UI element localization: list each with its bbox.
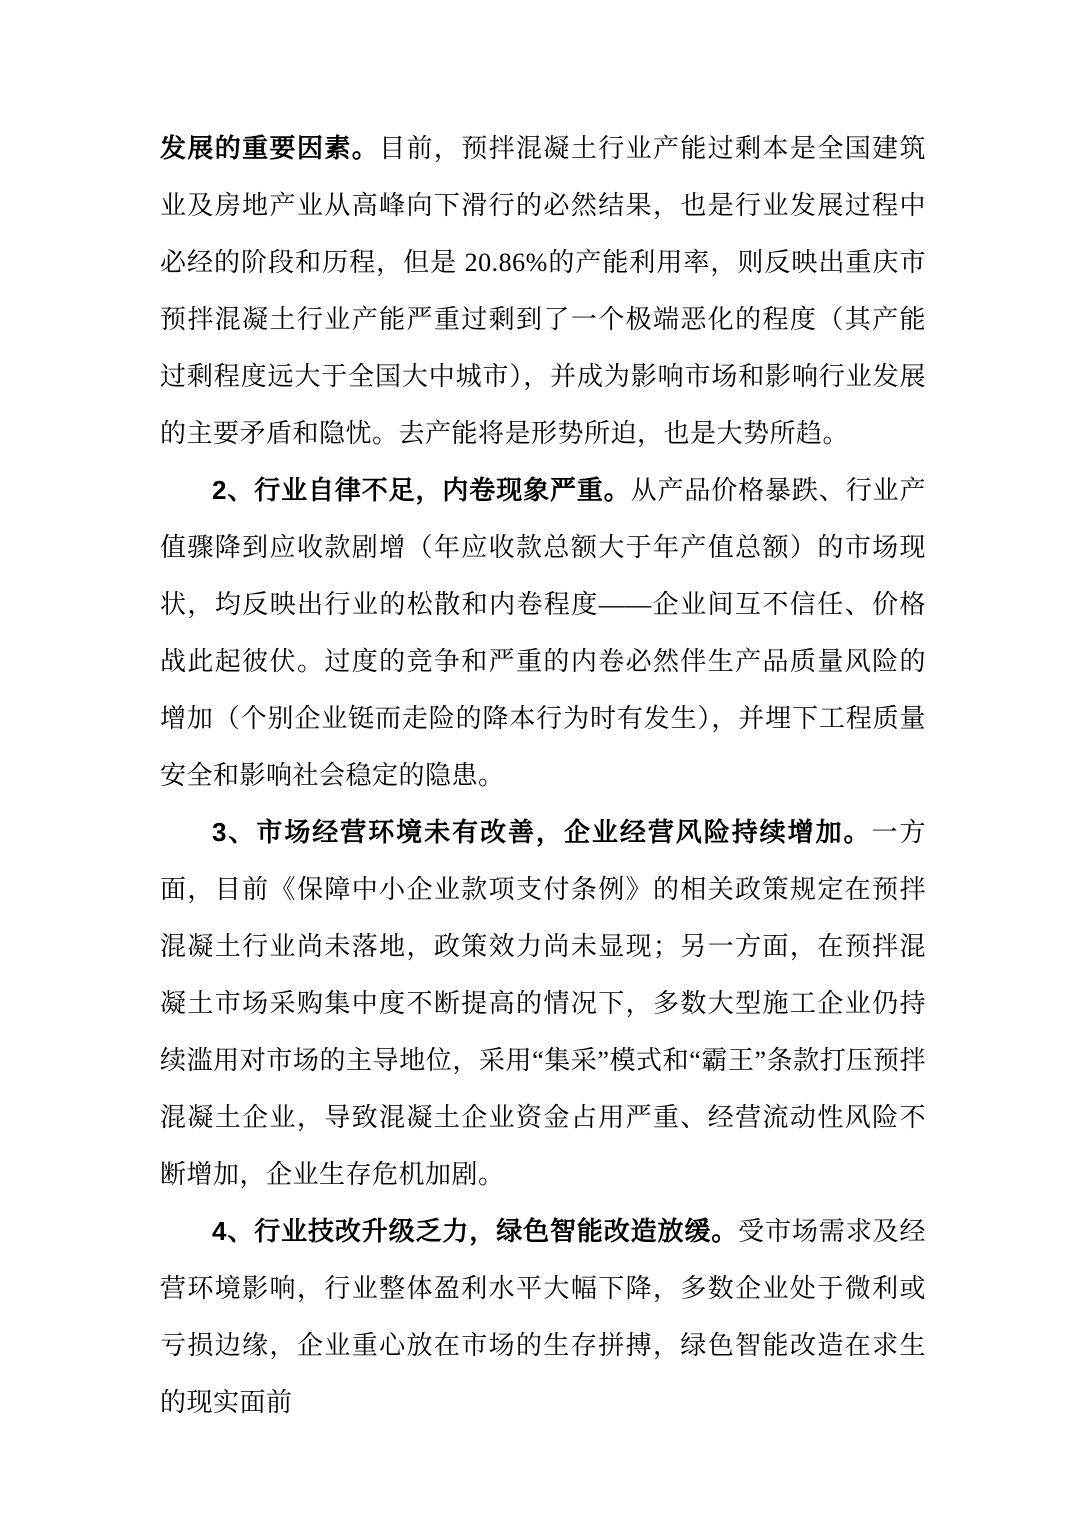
paragraph-2-lead: 2、行业自律不足，内卷现象严重。	[212, 475, 631, 505]
paragraph-3-body: 一方面，目前《保障中小企业款项支付条例》的相关政策规定在预拌混凝土行业尚未落地，政策效力尚未显现；另一方面，在预拌混凝土市场采购集中度不断提高的情况下，多数大型施工企业仍持续滥用对市场的主导地位，采用“集采”模式和“霸王”条款打压预拌混凝土企业，导致混凝土企业资金占用严重、经营流动性风险不断增加，企业生存危机加剧。	[160, 818, 926, 1189]
paragraph-4-body: 受市场需求及经营环境影响，行业整体盈利水平大幅下降，多数企业处于微利或亏损边缘，企业重心放在市场的生存拼搏，绿色智能改造在求生的现实面前	[160, 1217, 926, 1417]
paragraph-1-lead: 发展的重要因素。	[160, 133, 380, 163]
paragraph-4-lead: 4、行业技改升级乏力，绿色智能改造放缓。	[212, 1216, 739, 1246]
document-text-block	[160, 120, 926, 1431]
paragraph-3	[160, 804, 926, 1203]
paragraph-1-body: 目前，预拌混凝土行业产能过剩本是全国建筑业及房地产业从高峰向下滑行的必然结果，也是行业发展过程中必经的阶段和历程，但是 20.86%的产能利用率，则反映出重庆市预拌混凝土行业产能严重过剩到了一个极端恶化的程度（其产能过剩程度远大于全国大中城市），并成为影响市场和影响行业发展的主要矛盾和隐忧。去产能将是形势所迫，也是大势所趋。	[160, 134, 926, 448]
paragraph-2-body: 从产品价格暴跌、行业产值骤降到应收款剧增（年应收款总额大于年产值总额）的市场现状，均反映出行业的松散和内卷程度——企业间互不信任、价格战此起彼伏。过度的竞争和严重的内卷必然伴生产品质量风险的增加（个别企业铤而走险的降本行为时有发生），并埋下工程质量安全和影响社会稳定的隐患。	[160, 476, 926, 790]
paragraph-3-lead: 3、市场经营环境未有改善，企业经营风险持续增加。	[212, 817, 872, 847]
paragraph-2	[160, 462, 926, 804]
paragraph-4	[160, 1203, 926, 1431]
paragraph-1	[160, 120, 926, 462]
